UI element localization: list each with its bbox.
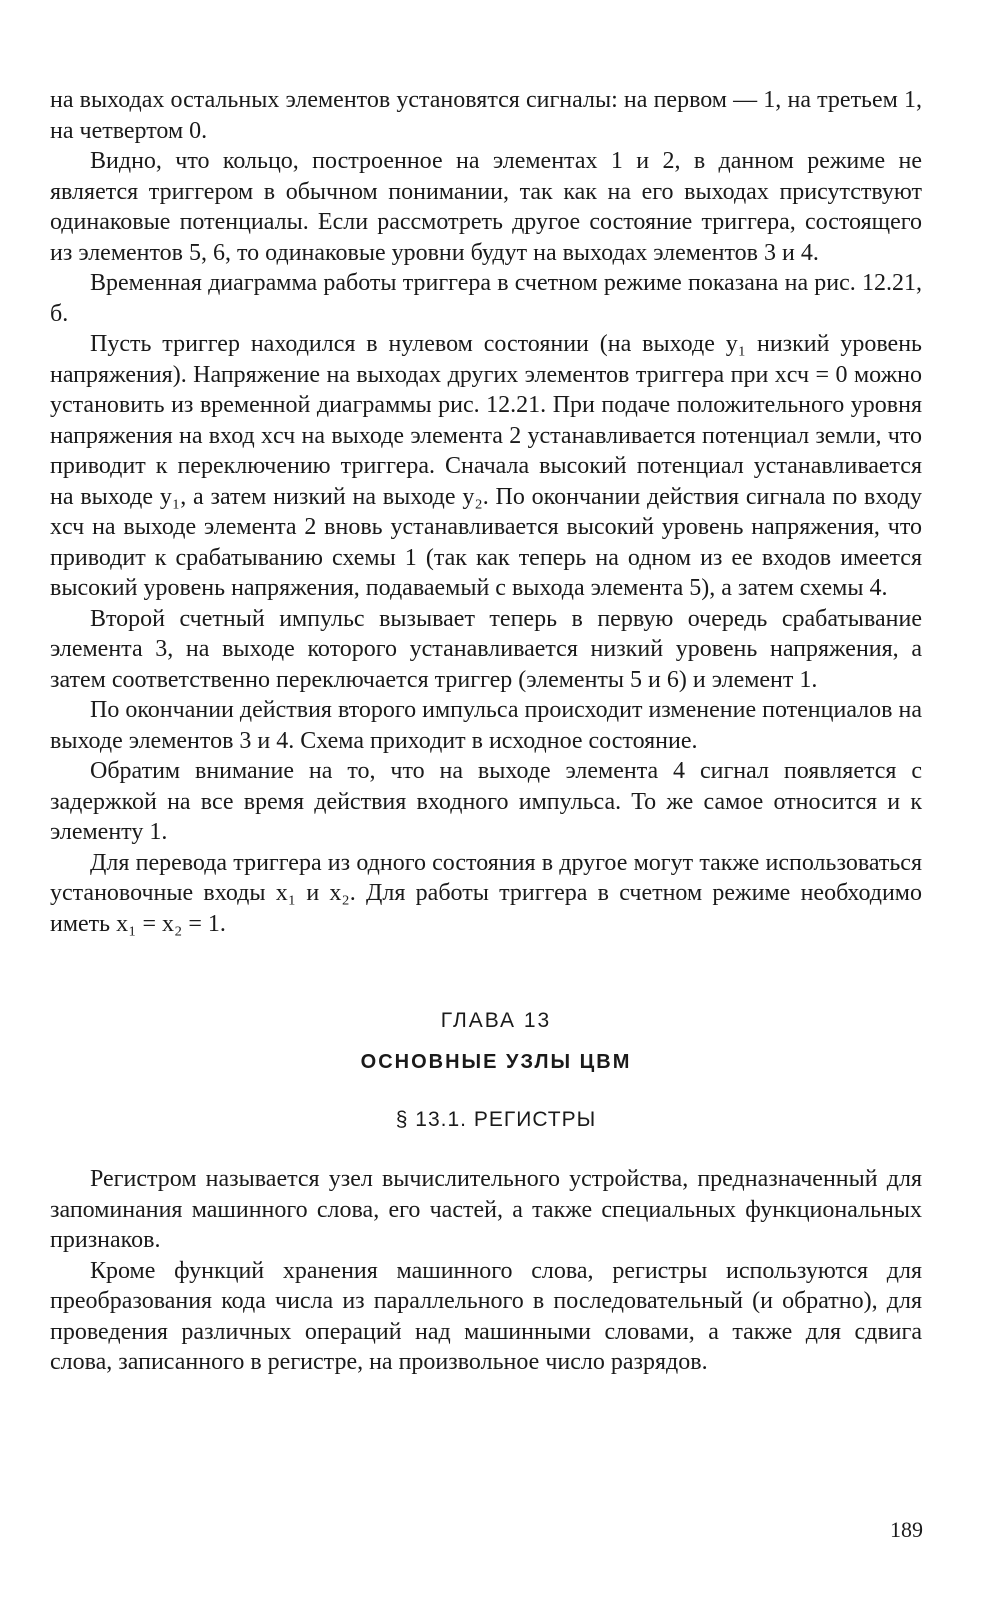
paragraph: Регистром называется узел вычислительного устройства, предназначенный для запоминания машинного слова, его частей, а также специальных функциональных признаков. — [50, 1166, 922, 1253]
paragraph: Временная диаграмма работы триггера в счетном режиме показана на рис. 12.21, б. — [50, 270, 922, 327]
paragraph: По окончании действия второго импульса происходит изменение потенциалов на выходе элементов 3 и 4. Схема приходит в исходное состояние. — [50, 697, 922, 754]
paragraph: Второй счетный импульс вызывает теперь в первую очередь срабатывание элемента 3, на выходе которого устанавливается низкий уровень напряжения, а затем соответственно переключается триггер (элементы 5 и 6) и элемент 1. — [50, 605, 922, 693]
paragraph: Кроме функций хранения машинного слова, регистры используются для преобразования кода числа из параллельного в последовательный (и обратно), для проведения различных операций над машинными словами, а также для сдвига слова, записанного в регистре, на произвольное число разрядов. — [50, 1257, 922, 1375]
paragraph: на выходах остальных элементов установятся сигналы: на первом — 1, на третьем 1, на четвертом 0. — [50, 87, 922, 144]
paragraph: Видно, что кольцо, построенное на элементах 1 и 2, в данном режиме не является триггером в обычном понимании, так как на его выходах присутствуют одинаковые потенциалы. Если рассмотреть другое состояние триггера, состоящего из элементов 5, 6, то одинаковые уровни будут на выходах элементов 3 и 4. — [50, 148, 922, 266]
page-number: 189 — [890, 1517, 923, 1542]
section-title: § 13.1. РЕГИСТРЫ — [395, 1108, 597, 1131]
paragraph: Для перевода триггера из одного состояния в другое могут также использоваться установочные входы x₁ и x₂. Для работы триггера в счетном режиме необходимо иметь x₁ = x₂ = 1. — [50, 849, 922, 937]
page-body — [50, 85, 922, 1378]
chapter-label: ГЛАВА 13 — [440, 1009, 552, 1032]
chapter-heading — [50, 1009, 922, 1132]
chapter-title: ОСНОВНЫЕ УЗЛЫ ЦВМ — [360, 1051, 632, 1073]
paragraph: Обратим внимание на то, что на выходе элемента 4 сигнал появляется с задержкой на все время действия входного импульса. То же самое относится и к элементу 1. — [50, 758, 922, 845]
paragraph: Пусть триггер находился в нулевом состоянии (на выходе y₁ низкий уровень напряжения). Напряжение на выходах других элементов триггера при xсч = 0 можно установить из временной диаграммы рис. 12.21. При подаче положительного уровня напряжения на вход xсч на выходе элемента 2 устанавливается потенциал земли, что приводит к переключению триггера. Сначала высокий потенциал устанавливается на выходе y₁, а затем низкий на выходе y₂. По окончании действия сигнала по входу xсч на выходе элемента 2 вновь устанавливается высокий уровень напряжения, что приводит к срабатыванию схемы 1 (так как теперь на одном из ее входов имеется высокий уровень напряжения, подаваемый с выхода элемента 5), а затем схемы 4. — [50, 331, 922, 601]
